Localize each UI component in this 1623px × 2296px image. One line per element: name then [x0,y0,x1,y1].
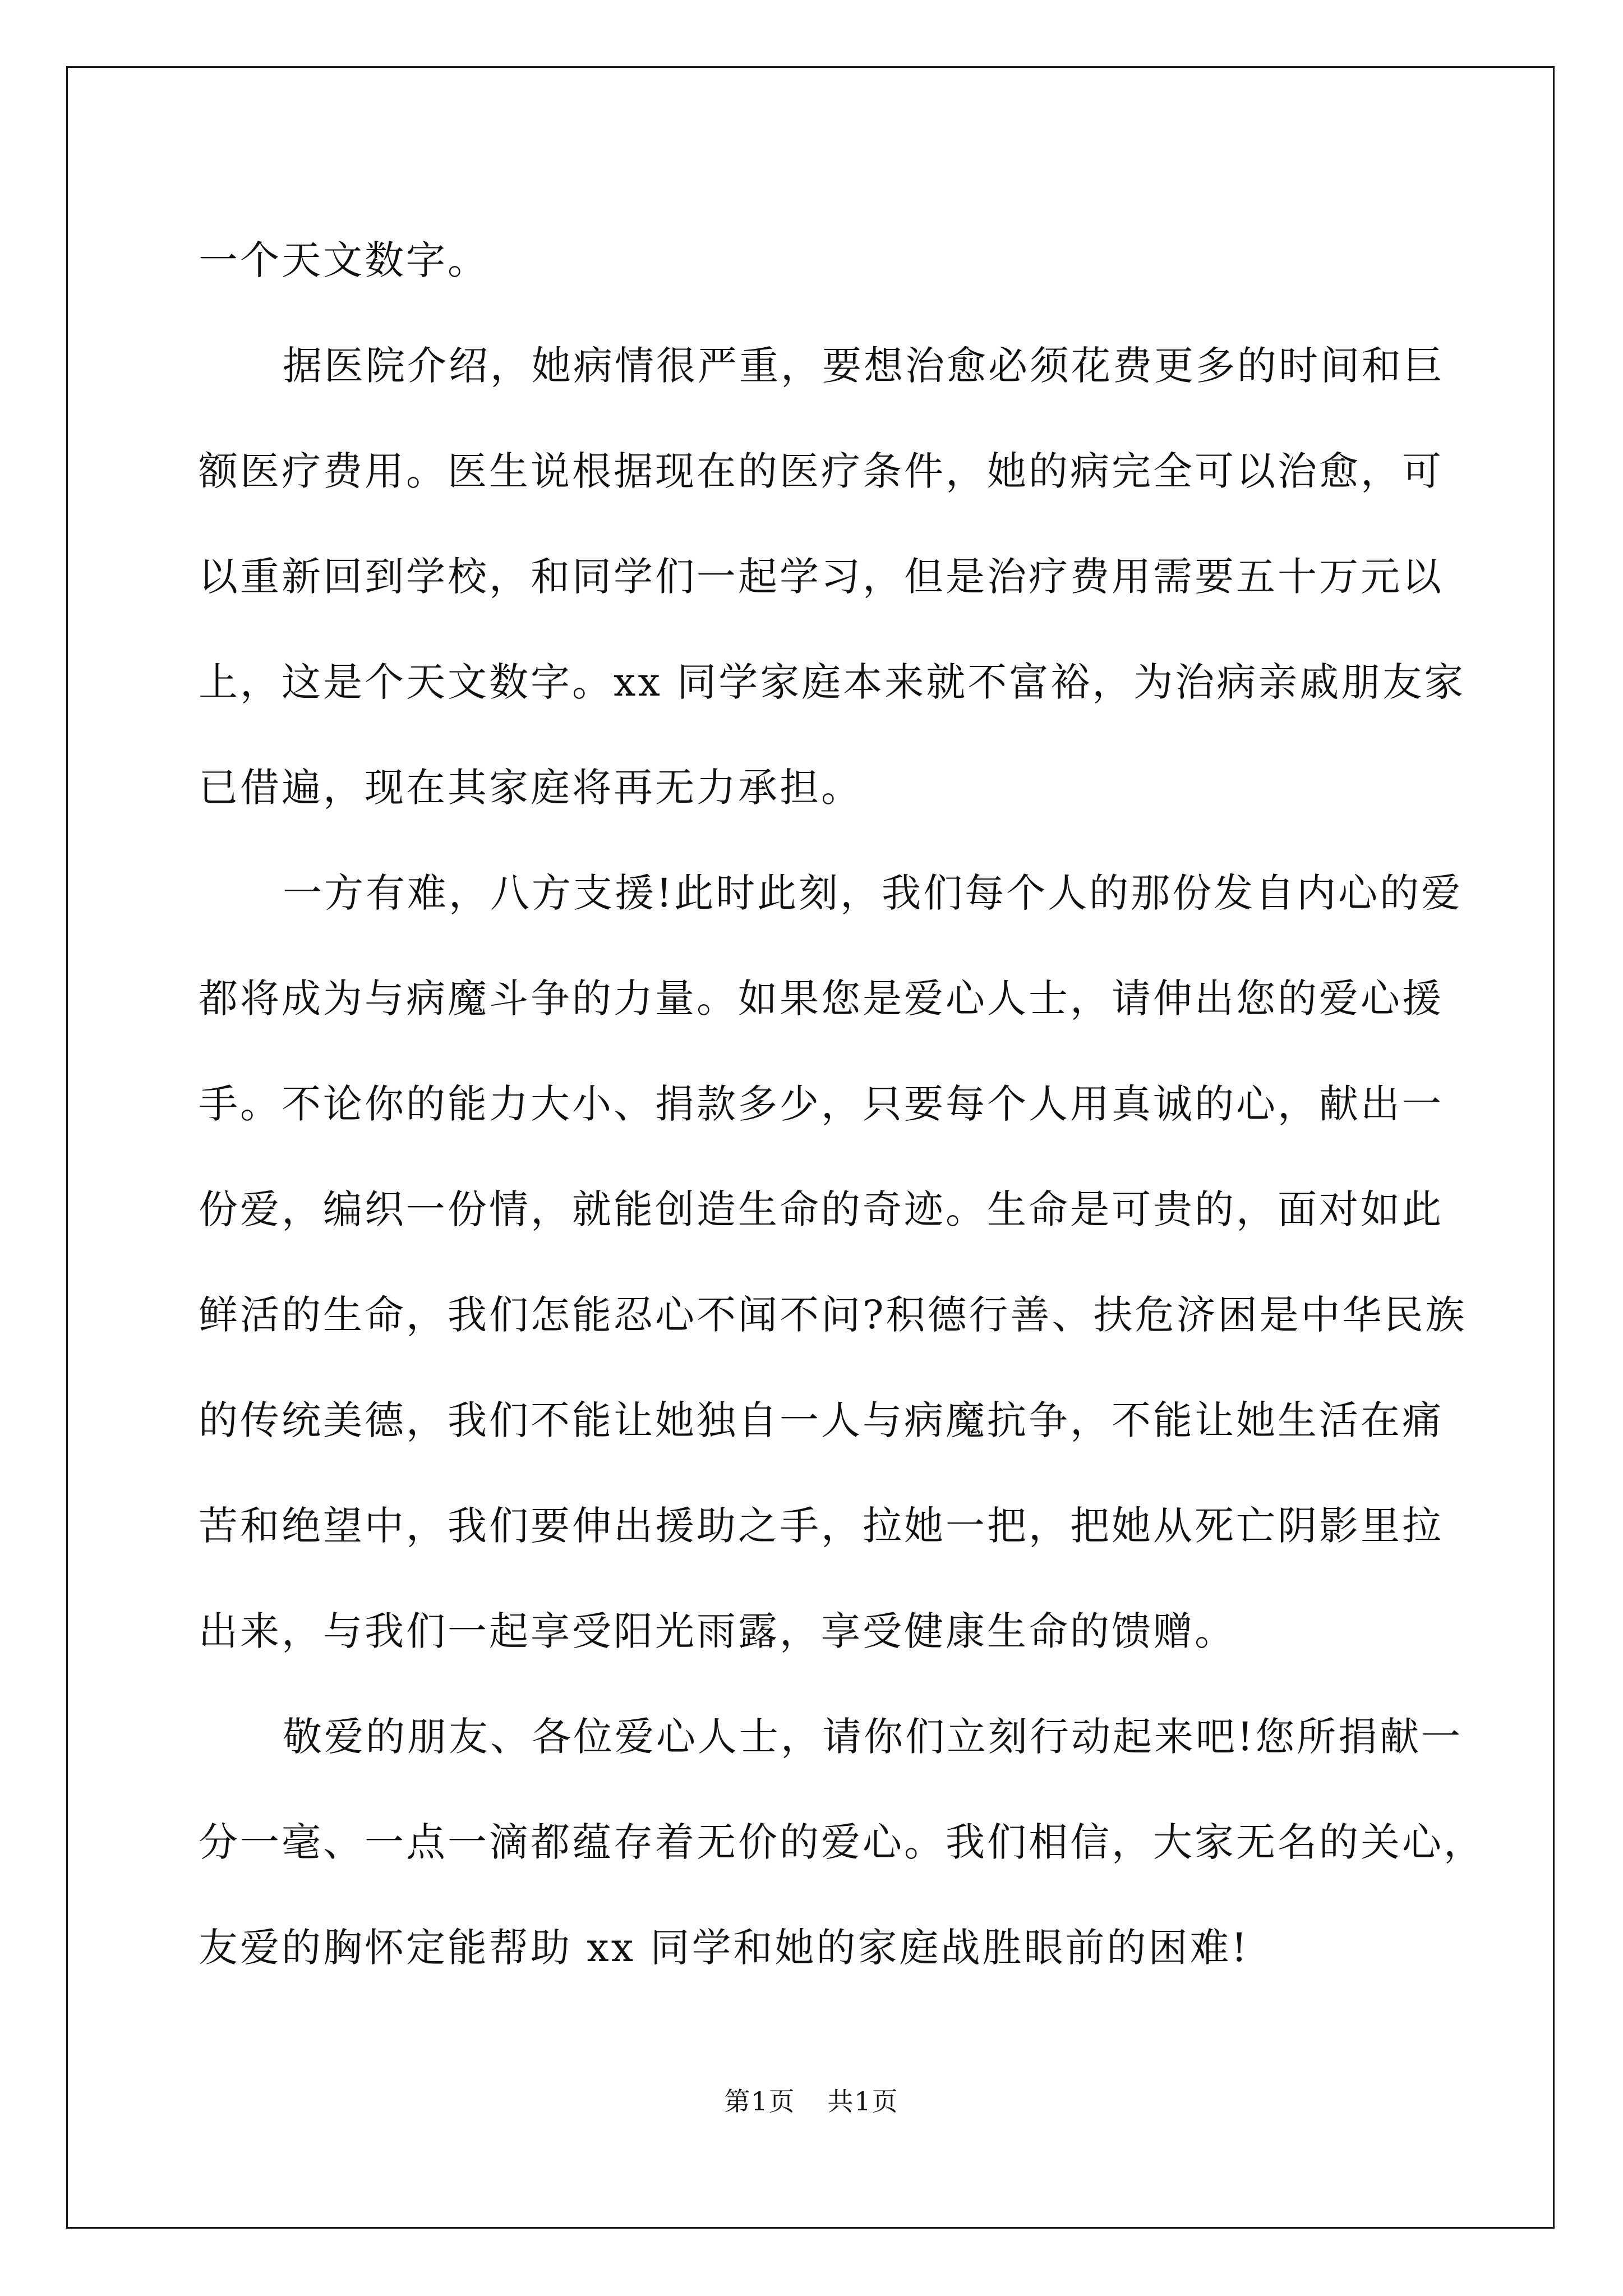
text-line: 苦和绝望中，我们要伸出援助之手，拉她一把，把她从死亡阴影里拉 [199,1503,1444,1549]
text-line: 上，这是个天文数字。xx 同学家庭本来就不富裕，为治病亲戚朋友家 [199,659,1466,705]
text-line: 分一毫、一点一滴都蕴存着无价的爱心。我们相信，大家无名的关心， [199,1819,1485,1865]
text-line: 手。不论你的能力大小、捐款多少，只要每个人用真诚的心，献出一 [199,1081,1444,1127]
page-total: 共1页 [827,2086,899,2116]
text-line: 鲜活的生命，我们怎能忍心不闻不问?积德行善、扶危济困是中华民族 [199,1292,1467,1338]
text-line: 份爱，编织一份情，就能创造生命的奇迹。生命是可贵的，面对如此 [199,1186,1444,1232]
text-line: 友爱的胸怀定能帮助 xx 同学和她的家庭战胜眼前的困难! [199,1925,1249,1971]
text-line: 出来，与我们一起享受阳光雨露，享受健康生命的馈赠。 [199,1608,1236,1654]
page-footer [0,2081,1623,2118]
text-line: 都将成为与病魔斗争的力量。如果您是爱心人士，请伸出您的爱心援 [199,976,1444,1022]
text-line: 敬爱的朋友、各位爱心人士，请你们立刻行动起来吧!您所捐献一 [283,1714,1463,1760]
text-line: 一个天文数字。 [199,237,489,283]
text-line: 的传统美德，我们不能让她独自一人与病魔抗争，不能让她生活在痛 [199,1397,1444,1443]
text-line: 额医疗费用。医生说根据现在的医疗条件，她的病完全可以治愈，可 [199,448,1444,494]
text-line: 以重新回到学校，和同学们一起学习，但是治疗费用需要五十万元以 [199,554,1444,600]
text-line: 据医院介绍，她病情很严重，要想治愈必须花费更多的时间和巨 [283,343,1445,389]
text-line: 一方有难，八方支援!此时此刻，我们每个人的那份发自内心的爱 [283,870,1463,916]
document-body [199,208,1485,2000]
text-line: 已借遍，现在其家庭将再无力承担。 [199,765,863,811]
page-number: 第1页 [724,2086,796,2116]
